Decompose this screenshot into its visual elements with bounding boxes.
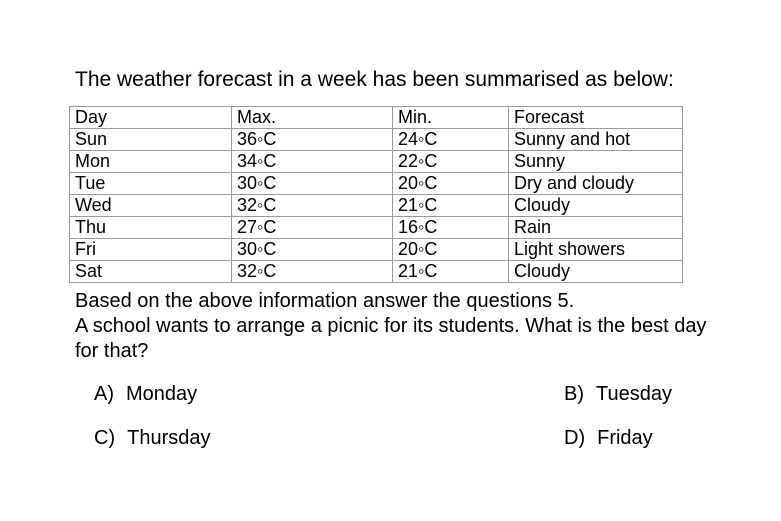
cell-max: 36◦C [232, 129, 393, 151]
header-max: Max. [232, 107, 393, 129]
cell-day: Thu [70, 217, 232, 239]
table-row [70, 195, 683, 217]
option-letter: B) [564, 383, 584, 405]
cell-day: Fri [70, 239, 232, 261]
cell-max: 34◦C [232, 151, 393, 173]
table-header-row [70, 107, 683, 129]
question-instruction: Based on the above information answer the questions 5. [75, 290, 575, 312]
cell-day: Mon [70, 151, 232, 173]
cell-day: Wed [70, 195, 232, 217]
cell-max: 27◦C [232, 217, 393, 239]
header-min: Min. [393, 107, 509, 129]
table-row [70, 261, 683, 283]
option-text: Tuesday [596, 383, 672, 405]
cell-forecast: Cloudy [509, 195, 683, 217]
cell-min: 24◦C [393, 129, 509, 151]
question-text [75, 289, 715, 364]
option-d[interactable] [564, 425, 653, 451]
option-letter: A) [94, 383, 114, 405]
option-text: Thursday [127, 427, 211, 449]
option-letter: D) [564, 427, 586, 449]
option-b[interactable] [564, 381, 672, 407]
cell-min: 21◦C [393, 261, 509, 283]
table-row [70, 151, 683, 173]
cell-min: 20◦C [393, 239, 509, 261]
cell-max: 30◦C [232, 239, 393, 261]
cell-max: 32◦C [232, 261, 393, 283]
table-row [70, 173, 683, 195]
option-a[interactable] [94, 381, 197, 407]
cell-max: 30◦C [232, 173, 393, 195]
cell-forecast: Light showers [509, 239, 683, 261]
cell-forecast: Rain [509, 217, 683, 239]
cell-forecast: Sunny [509, 151, 683, 173]
header-day: Day [70, 107, 232, 129]
cell-min: 20◦C [393, 173, 509, 195]
question-prompt: A school wants to arrange a picnic for its students. What is the best day for that? [75, 315, 707, 362]
table-row [70, 239, 683, 261]
cell-max: 32◦C [232, 195, 393, 217]
cell-forecast: Sunny and hot [509, 129, 683, 151]
cell-day: Tue [70, 173, 232, 195]
cell-day: Sat [70, 261, 232, 283]
cell-min: 16◦C [393, 217, 509, 239]
option-letter: C) [94, 427, 116, 449]
option-text: Monday [126, 383, 198, 405]
table-row [70, 129, 683, 151]
option-c[interactable] [94, 425, 210, 451]
cell-min: 21◦C [393, 195, 509, 217]
cell-forecast: Dry and cloudy [509, 173, 683, 195]
option-text: Friday [597, 427, 653, 449]
intro-text: The weather forecast in a week has been summarised as below: [75, 68, 674, 91]
table-row [70, 217, 683, 239]
header-forecast: Forecast [509, 107, 683, 129]
cell-forecast: Cloudy [509, 261, 683, 283]
cell-min: 22◦C [393, 151, 509, 173]
cell-day: Sun [70, 129, 232, 151]
weather-forecast-table [69, 106, 683, 283]
